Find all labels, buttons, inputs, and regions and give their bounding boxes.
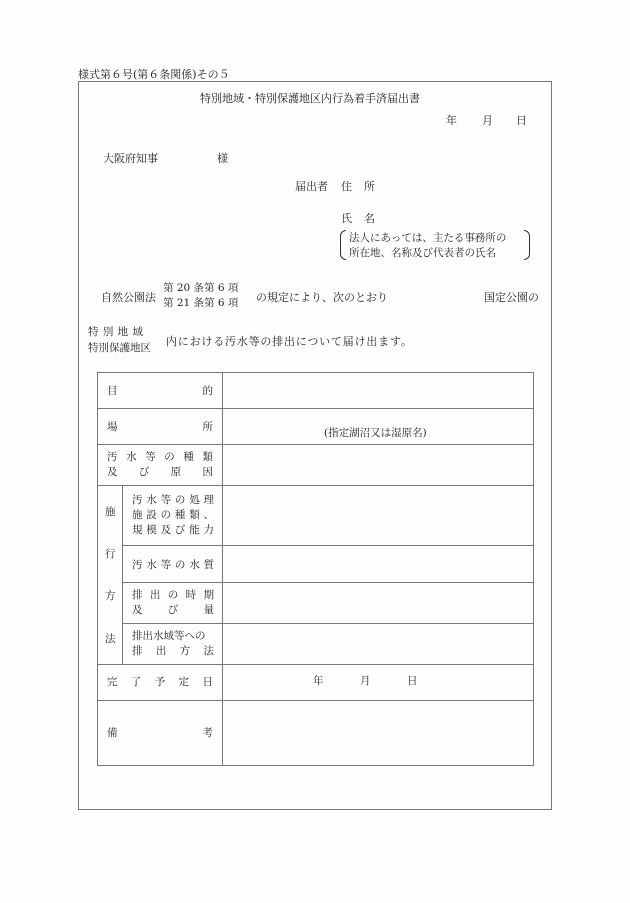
char: 原 xyxy=(170,466,182,478)
left-bracket xyxy=(340,230,346,260)
corporate-note-line-2: 所在地、名称及び代表者の氏名 xyxy=(349,247,496,259)
corporate-note-text xyxy=(349,231,506,261)
purpose-label-2: 的 xyxy=(202,385,213,397)
area-special-protection[interactable]: 特別保護地区 xyxy=(88,342,151,354)
statement-middle: の規定により、次のとおり xyxy=(256,291,388,304)
char: 等 xyxy=(160,559,172,571)
details-table xyxy=(97,372,534,766)
corporate-note xyxy=(340,230,530,262)
char: 等 xyxy=(145,451,156,463)
char: 備 xyxy=(107,727,118,739)
treatment-facility-line-2 xyxy=(132,508,214,522)
char: 方 xyxy=(179,645,191,657)
char: 水 xyxy=(189,559,200,571)
char: 模 xyxy=(146,524,157,536)
treatment-facility-line-3 xyxy=(132,523,214,537)
address-label-2: 所 xyxy=(364,180,375,193)
char: 及 xyxy=(107,466,118,478)
char: 完 xyxy=(107,676,118,688)
addressee-honorific: 様 xyxy=(217,152,228,165)
char: 理 xyxy=(203,494,214,506)
char: 能 xyxy=(189,524,200,536)
name-label-1: 氏 xyxy=(341,212,352,225)
address-label-1: 住 xyxy=(341,180,352,193)
char: 因 xyxy=(202,466,213,478)
char: 排 xyxy=(132,589,143,601)
location-hint[interactable]: (指定湖沼又は湿原名) xyxy=(324,427,427,439)
char: 設 xyxy=(146,509,157,521)
char: 定 xyxy=(178,676,190,688)
char: 出 xyxy=(155,645,167,657)
discharge-timing-line-1 xyxy=(132,588,214,602)
method-label-3: 方 xyxy=(105,590,116,602)
discharge-method-line-1 xyxy=(132,629,214,643)
date-month[interactable]: 月 xyxy=(482,114,493,127)
completion-month[interactable]: 月 xyxy=(360,675,371,687)
char: 種 xyxy=(183,451,194,463)
char: 量 xyxy=(203,604,214,616)
row-divider xyxy=(98,444,533,445)
name-label-2: 名 xyxy=(364,212,375,225)
law-name: 自然公園法 xyxy=(101,291,156,304)
location-label xyxy=(107,420,213,434)
char: 等 xyxy=(160,494,172,506)
subcolumn-divider xyxy=(122,486,123,665)
method-label-2: 行 xyxy=(105,548,116,560)
addressee-name: 大阪府知事 xyxy=(103,152,158,165)
row-divider xyxy=(122,545,533,546)
char: 水 xyxy=(146,494,157,506)
char: 出 xyxy=(149,589,161,601)
char: 質 xyxy=(203,559,214,571)
char: 汚 xyxy=(132,559,143,571)
notifier-label: 届出者 xyxy=(295,180,328,193)
char: の xyxy=(167,589,179,601)
char: 水 xyxy=(126,451,137,463)
method-label-4: 法 xyxy=(105,633,116,645)
char: 施 xyxy=(132,509,143,521)
remarks-field[interactable] xyxy=(224,702,532,764)
char: 力 xyxy=(203,524,214,536)
char: 日 xyxy=(202,676,213,688)
location-label-1: 場 xyxy=(107,421,118,433)
char: 排 xyxy=(132,645,143,657)
row-divider xyxy=(122,623,533,624)
char: 時 xyxy=(185,589,197,601)
char: び xyxy=(174,524,186,536)
article-20[interactable]: 第 20 条第 6 項 xyxy=(163,282,239,294)
treatment-facility-line-1 xyxy=(132,493,214,507)
char: 及 xyxy=(132,604,143,616)
char: の xyxy=(164,451,175,463)
char: 規 xyxy=(132,524,143,536)
char: 排出水域等への xyxy=(132,630,206,642)
discharge-timing-line-2 xyxy=(132,603,214,617)
char: の xyxy=(174,494,186,506)
char: び xyxy=(167,604,179,616)
purpose-label-1: 目 xyxy=(107,385,118,397)
location-label-2: 所 xyxy=(202,421,213,433)
column-divider xyxy=(222,373,223,765)
char: 、 xyxy=(203,509,214,521)
char: 及 xyxy=(160,524,172,536)
water-quality-label xyxy=(132,558,214,572)
completion-year[interactable]: 年 xyxy=(313,675,324,687)
date-day[interactable]: 日 xyxy=(516,114,527,127)
char: 類 xyxy=(202,451,213,463)
discharge-method-line-2 xyxy=(132,644,214,658)
remarks-label xyxy=(107,726,213,740)
char: 予 xyxy=(154,676,166,688)
statement-closing: 内における汚水等の排出について届け出ます。 xyxy=(166,335,413,348)
char: 類 xyxy=(189,509,200,521)
row-divider xyxy=(98,664,533,665)
completion-label xyxy=(107,675,213,689)
row-divider xyxy=(98,408,533,409)
sewage-type-label-line-2 xyxy=(107,465,213,479)
char: 汚 xyxy=(132,494,143,506)
form-number: 様式第６号(第６条関係)その５ xyxy=(78,68,230,81)
completion-day[interactable]: 日 xyxy=(407,675,418,687)
char: の xyxy=(160,509,172,521)
article-21[interactable]: 第 21 条第 6 項 xyxy=(163,297,239,309)
method-label-1: 施 xyxy=(105,506,116,518)
char: 了 xyxy=(130,676,142,688)
char: 考 xyxy=(202,727,213,739)
char: 法 xyxy=(203,645,214,657)
char: 水 xyxy=(146,559,157,571)
purpose-field[interactable] xyxy=(224,374,532,407)
row-divider xyxy=(98,485,533,486)
char: 汚 xyxy=(107,451,118,463)
char: び xyxy=(138,466,150,478)
park-type: 国定公園の xyxy=(484,291,539,304)
date-year[interactable]: 年 xyxy=(446,114,457,127)
row-divider xyxy=(98,700,533,701)
char: の xyxy=(174,559,186,571)
document-title: 特別地域・特別保護地区内行為着手済届出書 xyxy=(200,92,420,105)
char: 処 xyxy=(189,494,200,506)
right-bracket xyxy=(524,230,530,260)
char: 期 xyxy=(203,589,214,601)
area-special[interactable]: 特 別 地 域 xyxy=(88,326,144,338)
char: 種 xyxy=(174,509,186,521)
row-divider xyxy=(122,582,533,583)
corporate-note-line-1: 法人にあっては、主たる事務所の xyxy=(349,232,507,244)
sewage-type-label-line-1 xyxy=(107,450,213,464)
purpose-label xyxy=(107,384,213,398)
